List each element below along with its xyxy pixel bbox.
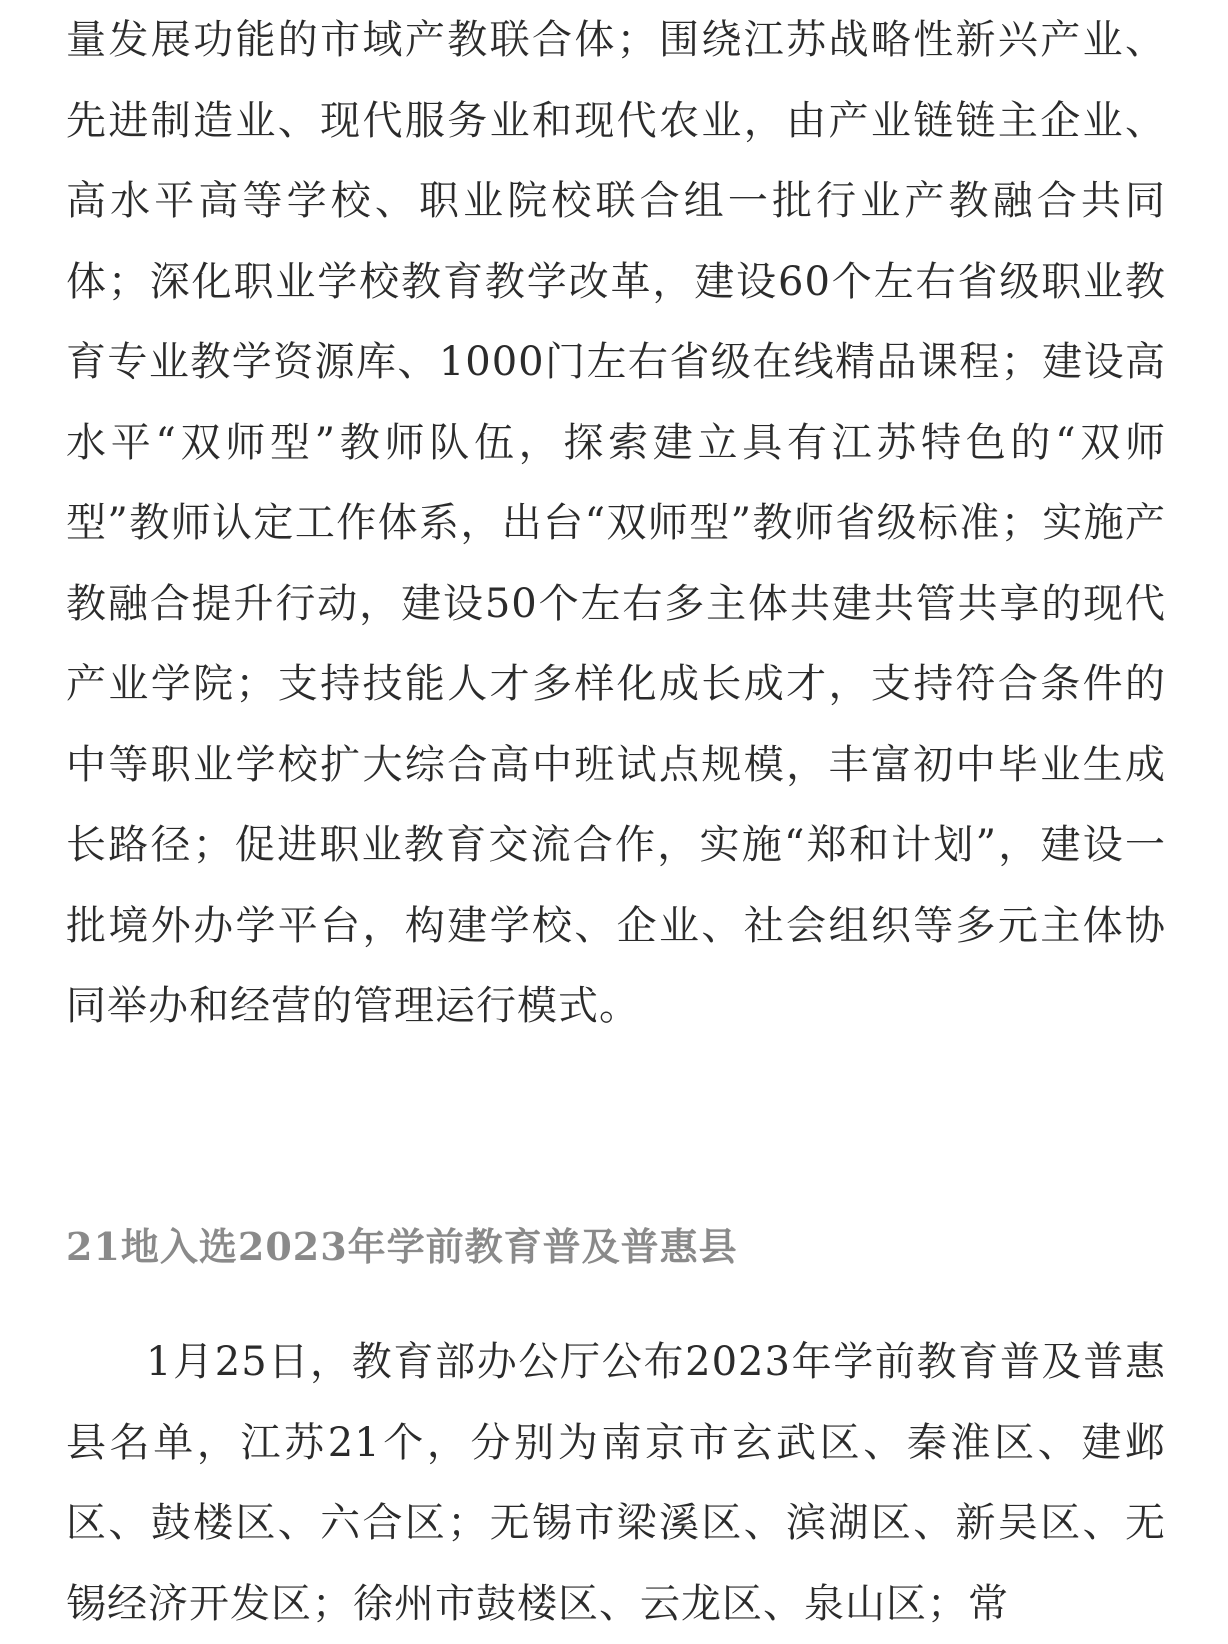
body-paragraph: 量发展功能的市域产教联合体；围绕江苏战略性新兴产业、先进制造业、现代服务业和现代农业，由产业链链主企业、高水平高等学校、职业院校联合组一批行业产教融合共同体；深化职业学校教育教学改革，建设60个左右省级职业教育专业教学资源库、1000门左右省级在线精品课程；建设高水平“双师型”教师队伍，探索建立具有江苏特色的“双师型”教师认定工作体系，出台“双师型”教师省级标准；实施产教融合提升行动，建设50个左右多主体共建共管共享的现代产业学院；支持技能人才多样化成长成才，支持符合条件的中等职业学校扩大综合高中班试点规模，丰富初中毕业生成长路径；促进职业教育交流合作，实施“郑和计划”，建设一批境外办学平台，构建学校、企业、社会组织等多元主体协同举办和经营的管理运行模式。 bbox=[66, 17, 1166, 1029]
section-heading: 21地入选2023年学前教育普及普惠县 bbox=[66, 1224, 738, 1269]
body-paragraph: 1月25日，教育部办公厅公布2023年学前教育普及普惠县名单，江苏21个，分别为南京市玄武区、秦淮区、建邺区、鼓楼区、六合区；无锡市梁溪区、滨湖区、新吴区、无锡经济开发区；徐州市鼓楼区、云龙区、泉山区；常 bbox=[66, 1339, 1166, 1627]
document-page bbox=[66, 0, 1166, 1642]
